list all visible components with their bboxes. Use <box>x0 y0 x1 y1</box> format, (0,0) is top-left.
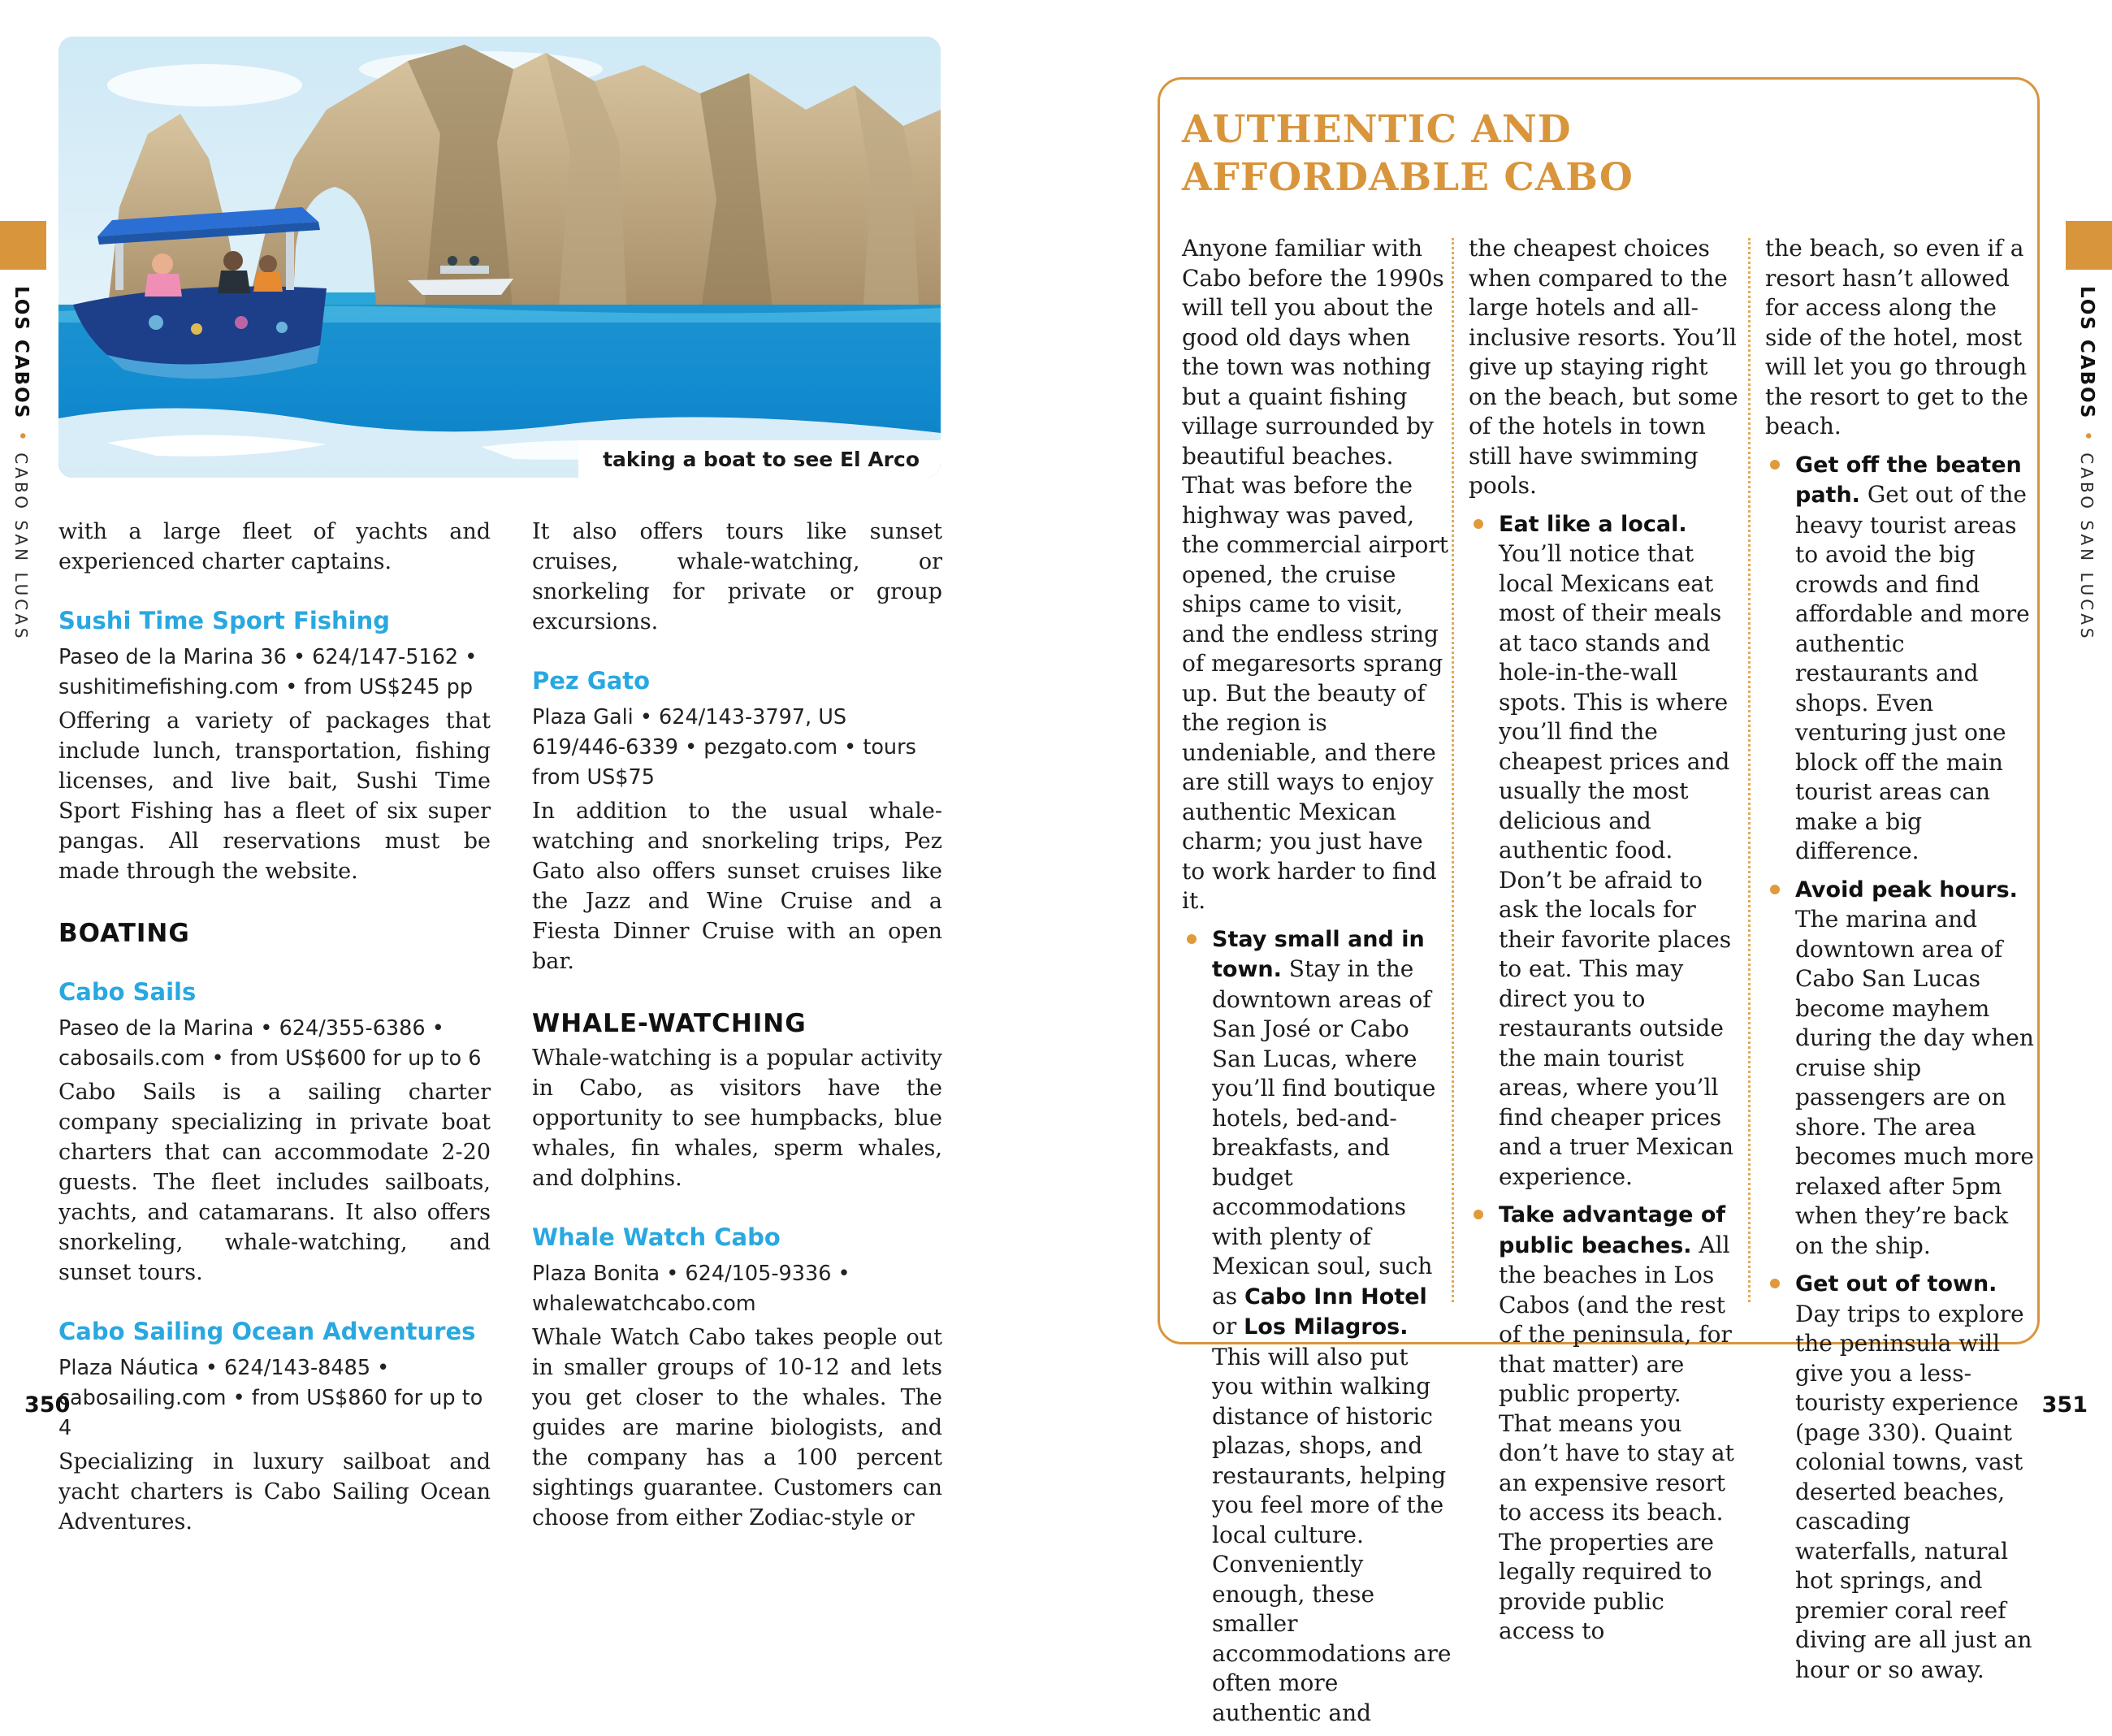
body-text: This will also put you within walking distance of historic plazas, shops, and restaurants, helping you feel more of the local culture. Conveniently enough, these smaller accommodations are often more authentic and <box>1212 1343 1452 1726</box>
feature-box <box>1158 77 2040 1726</box>
paragraph: Whale-watching is a popular activity in Cabo, as visitors have the opportunity to see humpbacks, blue whales, fin whales, sperm whales, and dolphins. <box>532 1045 942 1191</box>
tip-lead: Eat like a local. <box>1499 511 1687 537</box>
left-page-column-1 <box>58 517 491 1537</box>
edge-tab-region-label: LOS CABOS <box>2076 286 2097 420</box>
body-text: Stay in the downtown areas of San José or Cabo San Lucas, where you’ll find boutique hotels, bed-and-breakfasts, and budget accommodations with plenty of Mexican soul, such as <box>1212 955 1436 1310</box>
tip-lead: Avoid peak hours. <box>1795 877 2018 903</box>
paragraph: It also offers tours like sunset cruises, whale-watching, or snorkeling for private or group excursions. <box>532 519 942 634</box>
photo-cloud <box>107 64 302 106</box>
el-arco-photo-art <box>58 37 941 478</box>
tip-bullet <box>1469 1200 1738 1647</box>
body-text: All the beaches in Los Cabos (and the rest of the peninsula, for that matter) are public property. That means you don’t have to stay at an expensive resort to access its beach. The properties are legally required to provide public access to <box>1499 1231 1734 1644</box>
photo-caption: taking a boat to see El Arco <box>578 440 941 478</box>
venue-heading: Pez Gato <box>532 667 651 695</box>
paragraph: Cabo Sails is a sailing charter company specializing in private boat charters that can accommodate 2-20 guests. The fleet includes sailboats, yachts, and catamarans. It also offers snorkeling, whale-watching, and sunset tours. <box>58 1080 491 1285</box>
page-number-left: 350 <box>24 1392 71 1418</box>
tip-bullet <box>1469 509 1738 1193</box>
feature-box-column-2 <box>1469 234 1738 1655</box>
bullet-dot-icon <box>1770 885 1780 894</box>
venue-details: Paseo de la Marina 36 • 624/147-5162 • sushitimefishing.com • from US$245 pp <box>58 645 478 699</box>
paragraph: Anyone familiar with Cabo before the 1990s will tell you about the good old days when the town was nothing but a quaint fishing village surrounded by beautiful beaches. That was before the highway was paved, the commercial airport opened, the cruise ships came to visit, and the endless string of megaresorts sprang up. But the beauty of the region is undeniable, and there are still ways to enjoy authentic Mexican charm; you just have to work harder to find it. <box>1182 235 1448 914</box>
edge-tab-dot: • <box>2077 431 2097 442</box>
paragraph: Offering a variety of packages that include lunch, transportation, fishing licenses, and live bait, Sushi Time Sport Fishing has a fleet of six super pangas. All reservations must be made through the website. <box>58 708 491 884</box>
tip-bullet <box>1765 875 2035 1262</box>
edge-tab-right <box>2077 286 2096 642</box>
paragraph: Whale Watch Cabo takes people out in smaller groups of 10-12 and lets you get closer to the whales. The guides are marine biologists, and the company has a 100 percent sightings guarantee. Customers can choose from either Zodiac-style or <box>532 1325 942 1530</box>
venue-heading: Cabo Sailing Ocean Adventures <box>58 1318 476 1345</box>
body-text: or <box>1212 1313 1244 1340</box>
column-divider <box>1748 238 1751 1302</box>
tip-lead: Get out of town. <box>1795 1271 1997 1297</box>
paragraph: In addition to the usual whale-watching and snorkeling trips, Pez Gato also offers sunset cruises like the Jazz and Wine Cruise and a Fiesta Dinner Cruise with an open bar. <box>532 799 942 974</box>
bullet-dot-icon <box>1474 519 1483 529</box>
edge-tab-section-label: CABO SAN LUCAS <box>11 452 31 642</box>
venue-heading: Whale Watch Cabo <box>532 1223 781 1251</box>
venue-heading: Sushi Time Sport Fishing <box>58 607 391 634</box>
bullet-dot-icon <box>1770 1279 1780 1288</box>
tip-lead: Get off the beaten path. <box>1795 452 2022 508</box>
tip-bullet <box>1765 1269 2035 1685</box>
bullet-dot-icon <box>1770 460 1780 470</box>
bold-text: Los Milagros. <box>1244 1314 1409 1340</box>
body-text: The marina and downtown area of Cabo San Lucas become mayhem during the day when cruise ship passengers are on shore. The area becomes much more relaxed after 5pm when they’re back on the ship. <box>1795 906 2034 1259</box>
bold-text: Cabo Inn Hotel <box>1244 1284 1427 1310</box>
el-arco-photo <box>58 37 941 478</box>
paragraph: with a large fleet of yachts and experienced charter captains. <box>58 519 491 574</box>
feature-box-column-3 <box>1765 234 2035 1693</box>
tip-lead: Take advantage of public beaches. <box>1499 1202 1726 1258</box>
bullet-dot-icon <box>1187 934 1197 944</box>
paragraph: Specializing in luxury sailboat and yacht charters is Cabo Sailing Ocean Adventures. <box>58 1449 491 1535</box>
body-text: Get out of the heavy tourist areas to avoid the big crowds and find affordable and more authentic restaurants and shops. Even venturing just one block off the main tourist areas can make a big difference. <box>1795 481 2030 864</box>
body-text: You’ll notice that local Mexicans eat most of their meals at taco stands and hole-in-the-wall spots. This is where you’ll find the cheapest prices and usually the most delicious and authentic food. Don’t be afraid to ask the locals for their favorite places to eat. This may direct you to restaurants outside the main tourist areas, where you’ll find cheaper prices and a truer Mexican experience. <box>1499 540 1734 1190</box>
venue-details: Plaza Gali • 624/143-3797, US 619/446-6339 • pezgato.com • tours from US$75 <box>532 705 916 790</box>
venue-details: Paseo de la Marina • 624/355-6386 • cabosails.com • from US$600 for up to 6 <box>58 1016 482 1071</box>
venue-details: Plaza Bonita • 624/105-9336 • whalewatchcabo.com <box>532 1262 850 1316</box>
left-page-column-2 <box>532 517 942 1533</box>
feature-box-title <box>1182 106 1634 201</box>
section-heading: WHALE-WATCHING <box>532 1009 807 1038</box>
venue-details: Plaza Náutica • 624/143-8485 • cabosailing.com • from US$860 for up to 4 <box>58 1356 483 1440</box>
edge-tab-left <box>11 286 30 642</box>
section-heading: BOATING <box>58 919 190 948</box>
venue-heading: Cabo Sails <box>58 978 197 1006</box>
paragraph: the beach, so even if a resort hasn’t allowed for access along the side of the hotel, most will let you go through the resort to get to the beach. <box>1765 235 2028 439</box>
edge-tab-block-left <box>0 221 46 270</box>
edge-tab-region-label: LOS CABOS <box>11 286 32 420</box>
paragraph: the cheapest choices when compared to the large hotels and all-inclusive resorts. You’ll give up staying right on the beach, but some of the hotels in town still have swimming pools. <box>1469 235 1738 499</box>
bullet-dot-icon <box>1474 1210 1483 1219</box>
tip-bullet <box>1765 450 2035 867</box>
feature-box-title-line2: AFFORDABLE CABO <box>1182 155 1634 200</box>
tip-bullet <box>1182 924 1452 1729</box>
page-number-right: 351 <box>2041 1392 2088 1418</box>
column-divider <box>1452 238 1454 1302</box>
edge-tab-block-right <box>2066 221 2112 270</box>
edge-tab-dot: • <box>11 431 32 442</box>
feature-box-title-line1: AUTHENTIC AND <box>1182 107 1572 152</box>
body-text: Day trips to explore the peninsula will give you a less-touristy experience (page 330). Quaint colonial towns, vast deserted beaches, cascading waterfalls, natural hot springs, and premier coral reef diving are all just an hour or so away. <box>1795 1300 2032 1683</box>
tip-lead: Stay small and in town. <box>1212 926 1425 982</box>
feature-box-column-1 <box>1182 234 1452 1736</box>
edge-tab-section-label: CABO SAN LUCAS <box>2077 452 2097 642</box>
